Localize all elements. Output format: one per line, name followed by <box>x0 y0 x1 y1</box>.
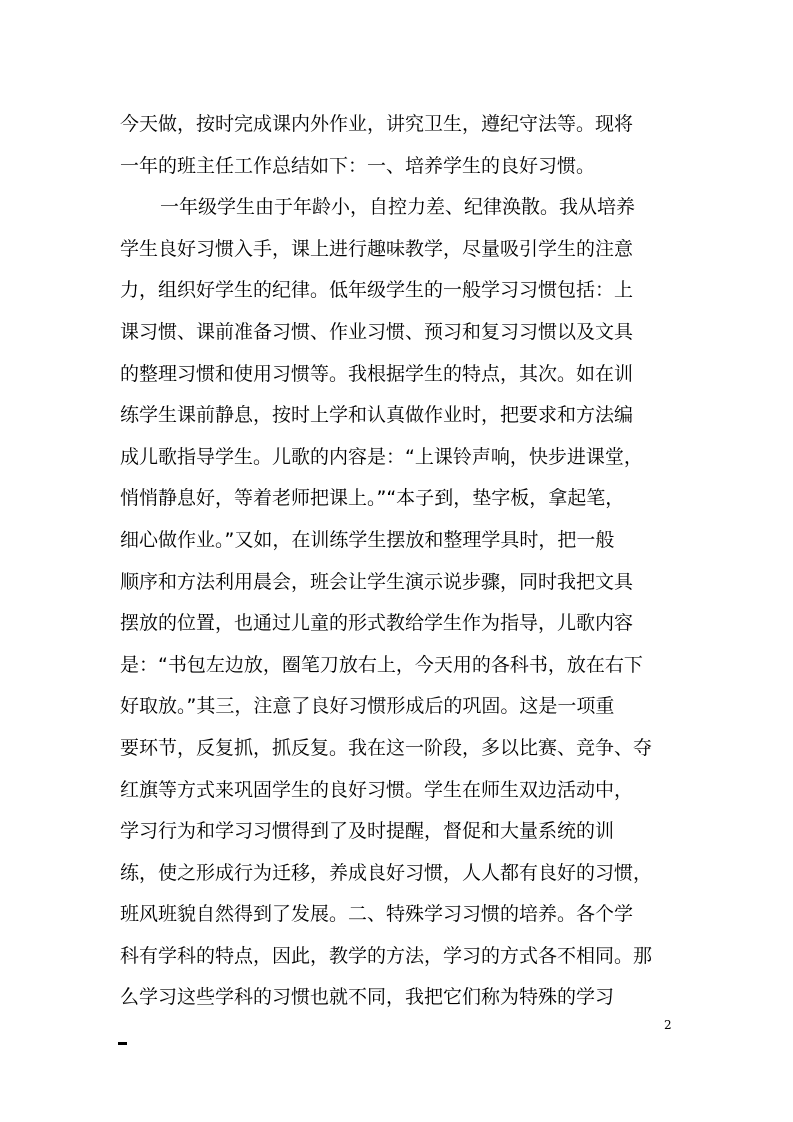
text-line-5: 力，组织好学生的纪律。低年级学生的一般学习习惯包括：上 <box>120 279 634 302</box>
page-number: 2 <box>664 1018 672 1032</box>
text-line-6: 课习惯、课前准备习惯、作业习惯、预习和复习习惯以及文具 <box>120 320 634 343</box>
text-line-21: 科有学科的特点，因此，教学的方法，学习的方式各不相同。那 <box>120 944 653 967</box>
footer-dash-mark <box>118 1042 127 1045</box>
body-text <box>120 104 680 1019</box>
text-line-9: 成儿歌指导学生。儿歌的内容是：“上课铃声响，快步进课堂， <box>120 445 643 468</box>
text-line-10: 悄悄静息好，等着老师把课上。”“本子到，垫字板，拿起笔， <box>120 487 625 510</box>
text-line-17: 红旗等方式来巩固学生的良好习惯。学生在师生双边活动中， <box>120 778 634 801</box>
text-line-16: 要环节，反复抓，抓反复。我在这一阶段，多以比赛、竞争、夺 <box>120 736 653 759</box>
text-line-8: 练学生课前静息，按时上学和认真做作业时，把要求和方法编 <box>120 404 634 427</box>
text-line-1: 今天做，按时完成课内外作业，讲究卫生，遵纪守法等。现将 <box>120 113 634 135</box>
text-line-19: 练，使之形成行为迁移，养成良好习惯，人人都有良好的习惯， <box>120 861 653 884</box>
text-line-12: 顺序和方法利用晨会，班会让学生演示说步骤，同时我把文具 <box>120 570 634 593</box>
text-line-2: 一年的班主任工作总结如下：一、培养学生的良好习惯。 <box>120 154 596 177</box>
text-line-3: 一年级学生由于年龄小，自控力差、纪律涣散。我从培养 <box>160 196 636 219</box>
text-line-15: 好取放。”其三，注意了良好习惯形成后的巩固。这是一项重 <box>120 695 615 718</box>
text-line-14: 是：“书包左边放，圈笔刀放右上，今天用的各科书，放在右下 <box>120 653 643 676</box>
text-line-4: 学生良好习惯入手，课上进行趣味教学，尽量吸引学生的注意 <box>120 237 634 260</box>
text-line-7: 的整理习惯和使用习惯等。我根据学生的特点，其次。如在训 <box>120 362 634 385</box>
text-line-20: 班风班貌自然得到了发展。二、特殊学习习惯的培养。各个学 <box>120 903 634 926</box>
text-line-22: 么学习这些学科的习惯也就不同，我把它们称为特殊的学习 <box>120 986 615 1009</box>
text-line-13: 摆放的位置，也通过儿童的形式教给学生作为指导，儿歌内容 <box>120 612 634 635</box>
text-line-18: 学习行为和学习习惯得到了及时提醒，督促和大量系统的训 <box>120 820 615 843</box>
text-line-11: 细心做作业。”又如，在训练学生摆放和整理学具时，把一般 <box>120 528 615 551</box>
